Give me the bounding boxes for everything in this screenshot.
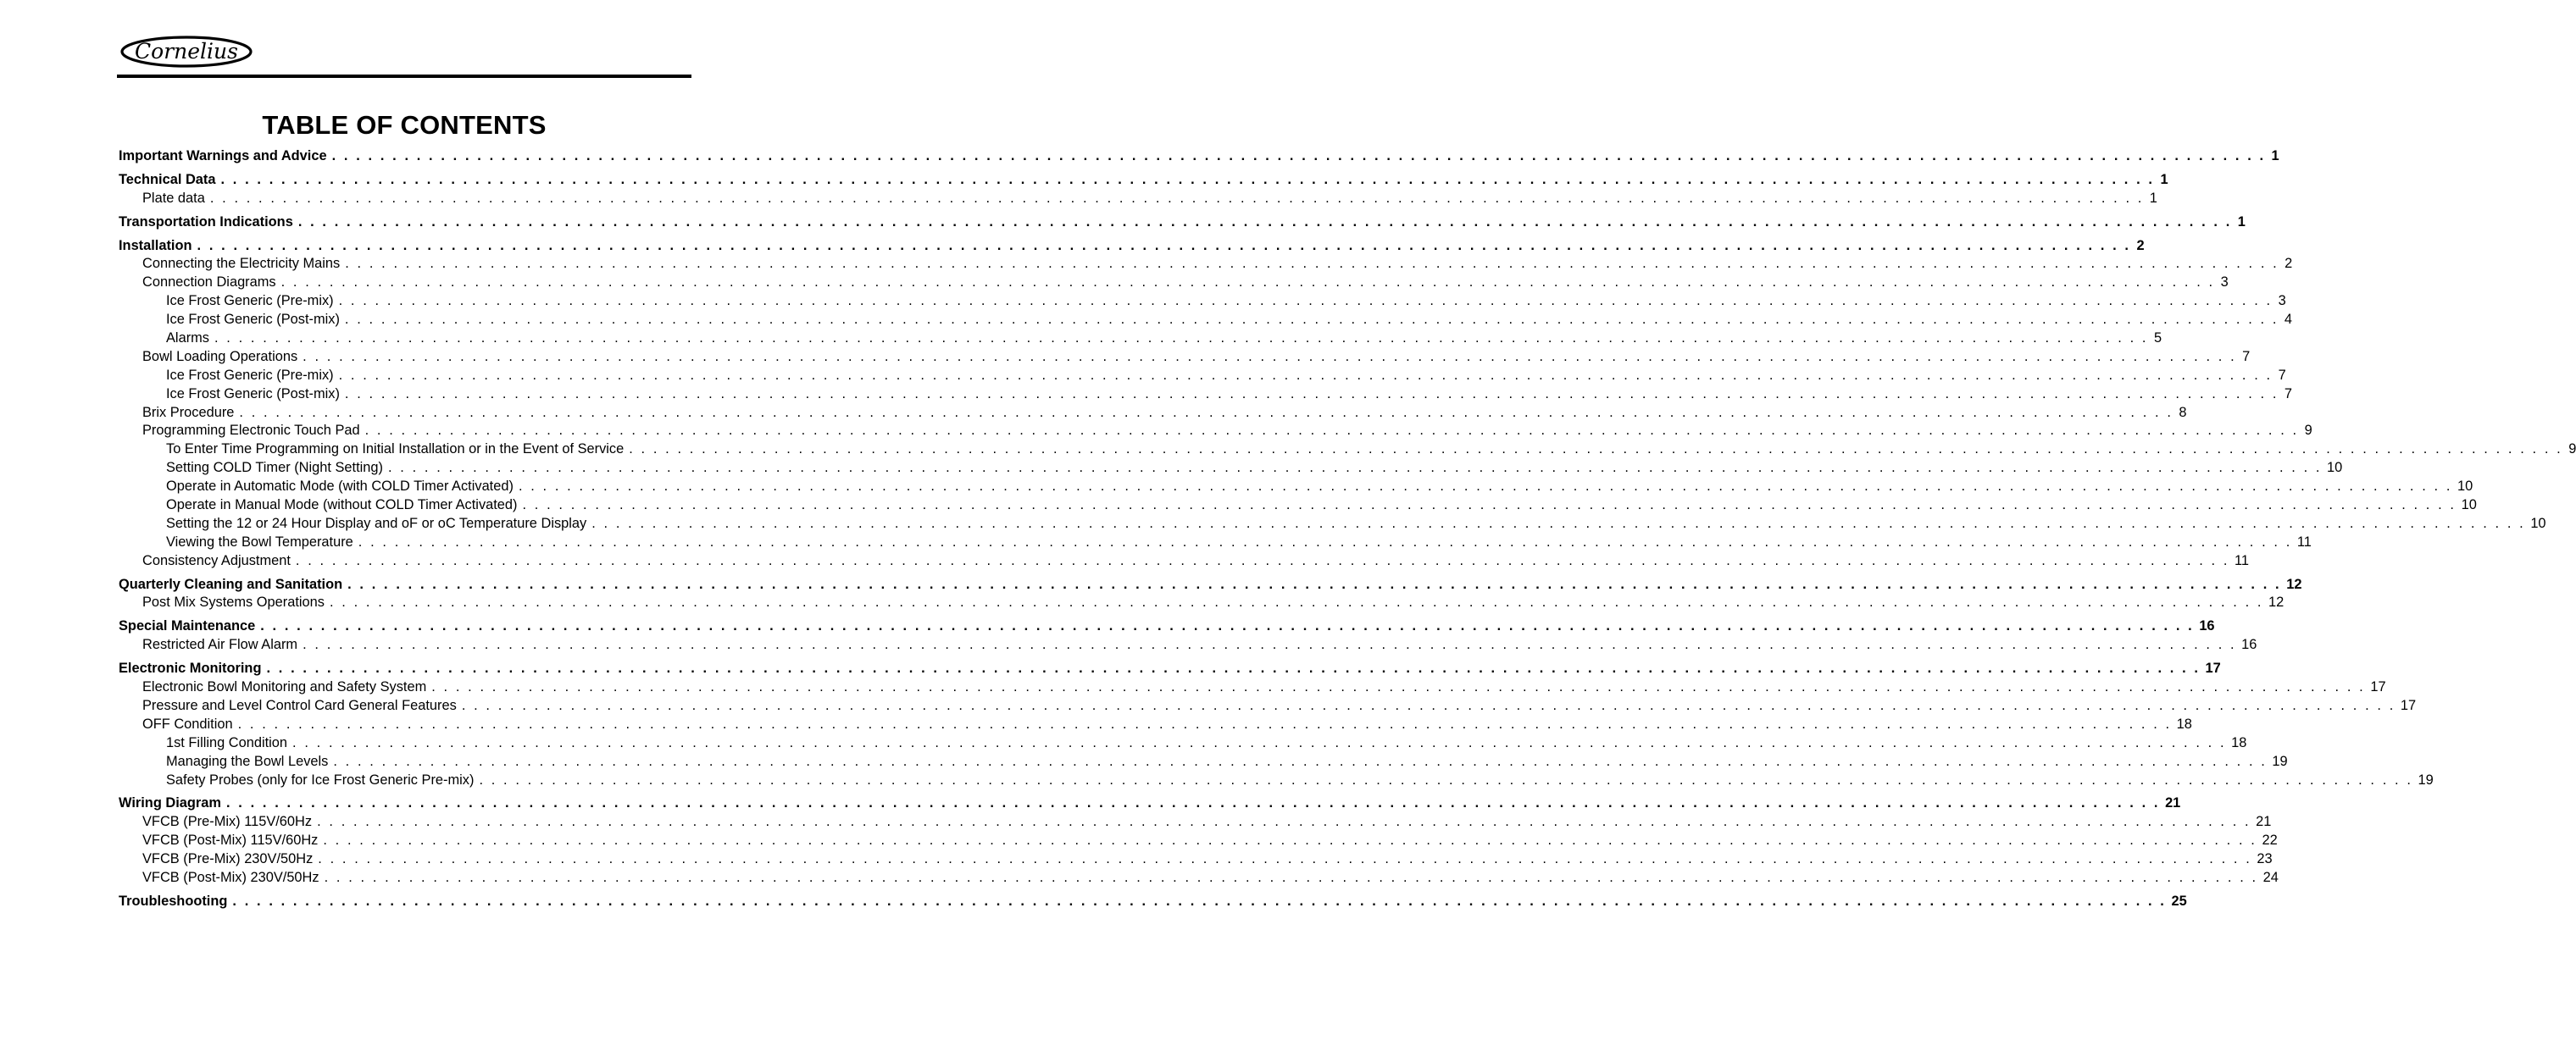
toc-entry-title: Setting the 12 or 24 Hour Display and oF or oC Temperature Display: [166, 515, 587, 531]
toc-entry-title: Special Maintenance: [119, 618, 256, 634]
toc-entry-page: 8: [2179, 404, 2187, 420]
toc-entry-page: 19: [2418, 772, 2434, 788]
toc-entry-title: Safety Probes (only for Ice Frost Generic Pre-mix): [166, 772, 475, 788]
dot-leader: . . . . . . . . . . . . . . . . . . . . . . . . . . . . . . . . . . . . . . . . . . . . . . . . . . . . . . . . . . . . . . . . . . . . . . . . . . . . . . . . . . . . . . . . . . . . . . . . . . . . . . . . . . . . . . . . . . . . . . . . . . . . . . . . . . . . . . . . . . . . . . . . . . . . . . . . . . . . . . . .: [323, 833, 2257, 849]
toc-entry-title: Troubleshooting: [119, 893, 228, 909]
dot-leader: . . . . . . . . . . . . . . . . . . . . . . . . . . . . . . . . . . . . . . . . . . . . . . . . . . . . . . . . . . . . . . . . . . . . . . . . . . . . . . . . . . . . . . . . . . . . . . . . . . . . . . . . . . . . . . . . . . . . . . . . . . . . . . . . . . . . . . . . . . . . . . . . . . . . . . . . . . . . . . . .: [197, 237, 2131, 253]
toc-entry-page: 17: [2370, 679, 2386, 695]
toc-entry[interactable]: [119, 576, 2302, 595]
dot-leader: . . . . . . . . . . . . . . . . . . . . . . . . . . . . . . . . . . . . . . . . . . . . . . . . . . . . . . . . . . . . . . . . . . . . . . . . . . . . . . . . . . . . . . . . . . . . . . . . . . . . . . . . . . . . . . . . . . . . . . . . . . . . . . . . . . . . . . . . . . . . . . . . . . . . . . . . . . . . . . . .: [260, 618, 2195, 634]
toc-entry[interactable]: [119, 292, 2286, 311]
dot-leader: . . . . . . . . . . . . . . . . . . . . . . . . . . . . . . . . . . . . . . . . . . . . . . . . . . . . . . . . . . . . . . . . . . . . . . . . . . . . . . . . . . . . . . . . . . . . . . . . . . . . . . . . . . . . . . . . . . . . . . . . . . . . . . . . . . . . . . . . . . . . . . . . . . . . . . . . . . . . . . . .: [266, 661, 2201, 677]
dot-leader: . . . . . . . . . . . . . . . . . . . . . . . . . . . . . . . . . . . . . . . . . . . . . . . . . . . . . . . . . . . . . . . . . . . . . . . . . . . . . . . . . . . . . . . . . . . . . . . . . . . . . . . . . . . . . . . . . . . . . . . . . . . . . . . . . . . . . . . . . . . . . . . . . . . . . . . . . . . . . . . .: [461, 697, 2396, 713]
toc-entry[interactable]: [119, 534, 2312, 552]
toc-entry-title: Quarterly Cleaning and Sanitation: [119, 576, 343, 592]
toc-entry[interactable]: [119, 794, 2181, 813]
dot-leader: . . . . . . . . . . . . . . . . . . . . . . . . . . . . . . . . . . . . . . . . . . . . . . . . . . . . . . . . . . . . . . . . . . . . . . . . . . . . . . . . . . . . . . . . . . . . . . . . . . . . . . . . . . . . . . . . . . . . . . . . . . . . . . . . . . . . . . . . . . . . . . . . . . . . . . . . . . . . . . . .: [331, 148, 2266, 163]
toc-entry-title: Operate in Automatic Mode (with COLD Timer Activated): [166, 479, 514, 495]
toc-entry-page: 17: [2205, 661, 2221, 677]
toc-entry-title: Connecting the Electricity Mains: [142, 256, 341, 272]
toc-entry-title: VFCB (Post-Mix) 230V/50Hz: [142, 869, 319, 885]
dot-leader: . . . . . . . . . . . . . . . . . . . . . . . . . . . . . . . . . . . . . . . . . . . . . . . . . . . . . . . . . . . . . . . . . . . . . . . . . . . . . . . . . . . . . . . . . . . . . . . . . . . . . . . . . . . . . . . . . . . . . . . . . . . . . . . . . . . . . . . . . . . . . . . . . . . . . . . . . . . . . . . .: [591, 515, 2526, 531]
toc-entry[interactable]: [119, 440, 2576, 459]
toc-entry[interactable]: [119, 404, 2187, 423]
dot-leader: . . . . . . . . . . . . . . . . . . . . . . . . . . . . . . . . . . . . . . . . . . . . . . . . . . . . . . . . . . . . . . . . . . . . . . . . . . . . . . . . . . . . . . . . . . . . . . . . . . . . . . . . . . . . . . . . . . . . . . . . . . . . . . . . . . . . . . . . . . . . . . . . . . . . . . . . . . . . . . . .: [303, 348, 2237, 364]
toc-entry-page: 21: [2256, 814, 2272, 830]
dot-leader: . . . . . . . . . . . . . . . . . . . . . . . . . . . . . . . . . . . . . . . . . . . . . . . . . . . . . . . . . . . . . . . . . . . . . . . . . . . . . . . . . . . . . . . . . . . . . . . . . . . . . . . . . . . . . . . . . . . . . . . . . . . . . . . . . . . . . . . . . . . . . . . . . . . . . . . . . . . . . . . .: [303, 637, 2237, 653]
toc-entry-title: VFCB (Post-Mix) 115V/60Hz: [142, 833, 319, 849]
toc-entry-page: 10: [2457, 479, 2473, 495]
toc-entry-page: 19: [2272, 753, 2288, 769]
toc-entry[interactable]: [119, 893, 2187, 911]
dot-leader: . . . . . . . . . . . . . . . . . . . . . . . . . . . . . . . . . . . . . . . . . . . . . . . . . . . . . . . . . . . . . . . . . . . . . . . . . . . . . . . . . . . . . . . . . . . . . . . . . . . . . . . . . . . . . . . . . . . . . . . . . . . . . . . . . . . . . . . . . . . . . . . . . . . . . . . . . . . . . . . .: [297, 213, 2232, 230]
toc-entry-page: 1: [2271, 148, 2279, 163]
toc-entry-title: Ice Frost Generic (Pre-mix): [166, 293, 334, 309]
toc-entry[interactable]: [119, 678, 2386, 697]
toc-entry[interactable]: [119, 478, 2473, 496]
toc-entry-page: 1: [2149, 190, 2157, 206]
dot-leader: . . . . . . . . . . . . . . . . . . . . . . . . . . . . . . . . . . . . . . . . . . . . . . . . . . . . . . . . . . . . . . . . . . . . . . . . . . . . . . . . . . . . . . . . . . . . . . . . . . . . . . . . . . . . . . . . . . . . . . . . . . . . . . . . . . . . . . . . . . . . . . . . . . . . . . . . . . . . . . . .: [347, 576, 2282, 592]
toc-entry-page: 7: [2284, 385, 2292, 401]
toc-entry-title: Consistency Adjustment: [142, 552, 291, 568]
dot-leader: . . . . . . . . . . . . . . . . . . . . . . . . . . . . . . . . . . . . . . . . . . . . . . . . . . . . . . . . . . . . . . . . . . . . . . . . . . . . . . . . . . . . . . . . . . . . . . . . . . . . . . . . . . . . . . . . . . . . . . . . . . . . . . . . . . . . . . . . . . . . . . . . . . . . . . . . . . . . . . . .: [629, 441, 2563, 457]
toc-entry-title: Post Mix Systems Operations: [142, 595, 325, 611]
toc-entry-page: 16: [2199, 618, 2215, 634]
toc-entry[interactable]: [119, 311, 2292, 329]
toc-entry-page: 12: [2268, 595, 2285, 611]
dot-leader: . . . . . . . . . . . . . . . . . . . . . . . . . . . . . . . . . . . . . . . . . . . . . . . . . . . . . . . . . . . . . . . . . . . . . . . . . . . . . . . . . . . . . . . . . . . . . . . . . . . . . . . . . . . . . . . . . . . . . . . . . . . . . . . . . . . . . . . . . . . . . . . . . . . . . . . . . . . . . . . .: [225, 795, 2161, 811]
dot-leader: . . . . . . . . . . . . . . . . . . . . . . . . . . . . . . . . . . . . . . . . . . . . . . . . . . . . . . . . . . . . . . . . . . . . . . . . . . . . . . . . . . . . . . . . . . . . . . . . . . . . . . . . . . . . . . . . . . . . . . . . . . . . . . . . . . . . . . . . . . . . . . . . . . . . . . . . . . . . . . . .: [317, 814, 2251, 830]
toc-entry-title: VFCB (Pre-Mix) 230V/50Hz: [142, 851, 314, 867]
dot-leader: . . . . . . . . . . . . . . . . . . . . . . . . . . . . . . . . . . . . . . . . . . . . . . . . . . . . . . . . . . . . . . . . . . . . . . . . . . . . . . . . . . . . . . . . . . . . . . . . . . . . . . . . . . . . . . . . . . . . . . . . . . . . . . . . . . . . . . . . . . . . . . . . . . . . . . . . . . . . . . . .: [214, 330, 2149, 346]
toc-entry-title: Ice Frost Generic (Post-mix): [166, 312, 340, 328]
toc-entry-page: 10: [2327, 460, 2343, 476]
toc-entry-page: 17: [2400, 697, 2417, 713]
toc-entry-page: 10: [2461, 497, 2477, 513]
page-title: TABLE OF CONTENTS: [262, 110, 547, 140]
toc-entry-page: 5: [2153, 330, 2162, 346]
toc-entry-title: Transportation Indications: [119, 213, 293, 230]
dot-leader: . . . . . . . . . . . . . . . . . . . . . . . . . . . . . . . . . . . . . . . . . . . . . . . . . . . . . . . . . . . . . . . . . . . . . . . . . . . . . . . . . . . . . . . . . . . . . . . . . . . . . . . . . . . . . . . . . . . . . . . . . . . . . . . . . . . . . . . . . . . . . . . . . . . . . . . . . . . . . . . .: [209, 190, 2144, 206]
toc-entry-title: OFF Condition: [142, 716, 233, 732]
toc-entry[interactable]: [119, 385, 2292, 404]
toc-entry-title: Ice Frost Generic (Pre-mix): [166, 367, 334, 383]
toc-entry[interactable]: [119, 459, 2343, 478]
toc-entry-page: 9: [2304, 423, 2312, 439]
toc-entry-title: Important Warnings and Advice: [119, 148, 327, 163]
dot-leader: . . . . . . . . . . . . . . . . . . . . . . . . . . . . . . . . . . . . . . . . . . . . . . . . . . . . . . . . . . . . . . . . . . . . . . . . . . . . . . . . . . . . . . . . . . . . . . . . . . . . . . . . . . . . . . . . . . . . . . . . . . . . . . . . . . . . . . . . . . . . . . . . . . . . . . . . . . . . . . . .: [387, 460, 2323, 476]
toc-entry-title: Setting COLD Timer (Night Setting): [166, 460, 383, 476]
toc-entry[interactable]: [119, 753, 2288, 772]
toc-entry-page: 2: [2285, 256, 2293, 272]
dot-leader: . . . . . . . . . . . . . . . . . . . . . . . . . . . . . . . . . . . . . . . . . . . . . . . . . . . . . . . . . . . . . . . . . . . . . . . . . . . . . . . . . . . . . . . . . . . . . . . . . . . . . . . . . . . . . . . . . . . . . . . . . . . . . . . . . . . . . . . . . . . . . . . . . . . . . . . . . . . . . . . .: [518, 479, 2453, 495]
toc-entry[interactable]: [119, 832, 2278, 850]
dot-leader: . . . . . . . . . . . . . . . . . . . . . . . . . . . . . . . . . . . . . . . . . . . . . . . . . . . . . . . . . . . . . . . . . . . . . . . . . . . . . . . . . . . . . . . . . . . . . . . . . . . . . . . . . . . . . . . . . . . . . . . . . . . . . . . . . . . . . . . . . . . . . . . . . . . . . . . . . . . . . . . .: [324, 869, 2258, 885]
toc-entry[interactable]: [119, 348, 2251, 367]
dot-leader: . . . . . . . . . . . . . . . . . . . . . . . . . . . . . . . . . . . . . . . . . . . . . . . . . . . . . . . . . . . . . . . . . . . . . . . . . . . . . . . . . . . . . . . . . . . . . . . . . . . . . . . . . . . . . . . . . . . . . . . . . . . . . . . . . . . . . . . . . . . . . . . . . . . . . . . . . . . . . . . .: [329, 595, 2264, 611]
toc-entry[interactable]: [119, 147, 2279, 166]
dot-leader: . . . . . . . . . . . . . . . . . . . . . . . . . . . . . . . . . . . . . . . . . . . . . . . . . . . . . . . . . . . . . . . . . . . . . . . . . . . . . . . . . . . . . . . . . . . . . . . . . . . . . . . . . . . . . . . . . . . . . . . . . . . . . . . . . . . . . . . . . . . . . . . . . . . . . . . . . . . . . . . .: [338, 367, 2273, 383]
toc-entry-page: 24: [2262, 869, 2279, 885]
dot-leader: . . . . . . . . . . . . . . . . . . . . . . . . . . . . . . . . . . . . . . . . . . . . . . . . . . . . . . . . . . . . . . . . . . . . . . . . . . . . . . . . . . . . . . . . . . . . . . . . . . . . . . . . . . . . . . . . . . . . . . . . . . . . . . . . . . . . . . . . . . . . . . . . . . . . . . . . . . . . . . . .: [220, 171, 2155, 187]
toc-entry[interactable]: [119, 716, 2192, 734]
toc-entry[interactable]: [119, 594, 2285, 612]
toc-entry-page: 1: [2160, 171, 2168, 187]
toc-entry[interactable]: [119, 772, 2434, 790]
toc-entry[interactable]: [119, 329, 2162, 348]
dot-leader: . . . . . . . . . . . . . . . . . . . . . . . . . . . . . . . . . . . . . . . . . . . . . . . . . . . . . . . . . . . . . . . . . . . . . . . . . . . . . . . . . . . . . . . . . . . . . . . . . . . . . . . . . . . . . . . . . . . . . . . . . . . . . . . . . . . . . . . . . . . . . . . . . . . . . . . . . . . . . . . .: [479, 772, 2413, 788]
toc-entry-title: Technical Data: [119, 171, 216, 187]
toc-entry-title: Programming Electronic Touch Pad: [142, 423, 360, 439]
toc-entry-title: 1st Filling Condition: [166, 734, 288, 750]
toc-entry-title: Pressure and Level Control Card General Features: [142, 697, 457, 713]
toc-entry[interactable]: [119, 237, 2145, 256]
dot-leader: . . . . . . . . . . . . . . . . . . . . . . . . . . . . . . . . . . . . . . . . . . . . . . . . . . . . . . . . . . . . . . . . . . . . . . . . . . . . . . . . . . . . . . . . . . . . . . . . . . . . . . . . . . . . . . . . . . . . . . . . . . . . . . . . . . . . . . . . . . . . . . . . . . . . . . . . . . . . . . . .: [295, 552, 2229, 568]
toc-entry[interactable]: [119, 660, 2221, 678]
toc-entry-page: 11: [2235, 552, 2250, 568]
toc-entry[interactable]: [119, 850, 2273, 869]
toc-entry-title: VFCB (Pre-Mix) 115V/60Hz: [142, 814, 313, 830]
dot-leader: . . . . . . . . . . . . . . . . . . . . . . . . . . . . . . . . . . . . . . . . . . . . . . . . . . . . . . . . . . . . . . . . . . . . . . . . . . . . . . . . . . . . . . . . . . . . . . . . . . . . . . . . . . . . . . . . . . . . . . . . . . . . . . . . . . . . . . . . . . . . . . . . . . . . . . . . . . . . . . . .: [358, 534, 2292, 550]
toc-entry-page: 7: [2278, 367, 2286, 383]
toc-entry[interactable]: [119, 617, 2215, 636]
toc-entry-title: To Enter Time Programming on Initial Installation or in the Event of Service: [166, 441, 625, 457]
toc-entry[interactable]: [119, 734, 2247, 753]
toc-entry-page: 1: [2237, 213, 2246, 230]
toc-entry-title: Ice Frost Generic (Post-mix): [166, 385, 340, 401]
toc-entry[interactable]: [119, 515, 2546, 534]
toc-entry-page: 11: [2296, 534, 2312, 550]
toc-entry-page: 18: [2231, 734, 2247, 750]
toc-entry-page: 25: [2171, 893, 2187, 909]
dot-leader: . . . . . . . . . . . . . . . . . . . . . . . . . . . . . . . . . . . . . . . . . . . . . . . . . . . . . . . . . . . . . . . . . . . . . . . . . . . . . . . . . . . . . . . . . . . . . . . . . . . . . . . . . . . . . . . . . . . . . . . . . . . . . . . . . . . . . . . . . . . . . . . . . . . . . . . . . . . . . . . .: [292, 734, 2227, 750]
logo-text: Cornelius: [135, 39, 238, 64]
toc-entry[interactable]: [119, 422, 2312, 440]
toc-entry[interactable]: [119, 367, 2286, 385]
header-rule: [117, 75, 691, 78]
toc-entry-title: Electronic Monitoring: [119, 661, 262, 677]
toc-entry[interactable]: [119, 190, 2157, 208]
toc-entry-title: Alarms: [166, 330, 209, 346]
toc-entry[interactable]: [119, 213, 2246, 232]
toc-entry-page: 3: [2278, 293, 2286, 309]
toc-entry[interactable]: [119, 496, 2477, 515]
toc-entry[interactable]: [119, 274, 2229, 292]
toc-entry-title: Bowl Loading Operations: [142, 348, 298, 364]
toc-entry-title: Installation: [119, 237, 192, 253]
toc-entry-page: 3: [2220, 274, 2229, 291]
dot-leader: . . . . . . . . . . . . . . . . . . . . . . . . . . . . . . . . . . . . . . . . . . . . . . . . . . . . . . . . . . . . . . . . . . . . . . . . . . . . . . . . . . . . . . . . . . . . . . . . . . . . . . . . . . . . . . . . . . . . . . . . . . . . . . . . . . . . . . . . . . . . . . . . . . . . . . . . . . . . . . . .: [345, 256, 2279, 272]
toc-entry-title: Managing the Bowl Levels: [166, 753, 329, 769]
toc-entry-page: 21: [2165, 795, 2181, 811]
toc-entry-title: Electronic Bowl Monitoring and Safety System: [142, 679, 427, 695]
toc-entry-title: Operate in Manual Mode (without COLD Timer Activated): [166, 497, 518, 513]
table-of-contents: [119, 147, 2576, 911]
toc-entry-page: 9: [2568, 441, 2576, 457]
toc-entry[interactable]: [119, 697, 2417, 716]
toc-entry[interactable]: [119, 813, 2272, 832]
toc-entry-title: Plate data: [142, 190, 205, 206]
toc-entry-page: 7: [2242, 348, 2251, 364]
toc-entry[interactable]: [119, 255, 2293, 274]
dot-leader: . . . . . . . . . . . . . . . . . . . . . . . . . . . . . . . . . . . . . . . . . . . . . . . . . . . . . . . . . . . . . . . . . . . . . . . . . . . . . . . . . . . . . . . . . . . . . . . . . . . . . . . . . . . . . . . . . . . . . . . . . . . . . . . . . . . . . . . . . . . . . . . . . . . . . . . . . . . . . . . .: [232, 893, 2167, 909]
dot-leader: . . . . . . . . . . . . . . . . . . . . . . . . . . . . . . . . . . . . . . . . . . . . . . . . . . . . . . . . . . . . . . . . . . . . . . . . . . . . . . . . . . . . . . . . . . . . . . . . . . . . . . . . . . . . . . . . . . . . . . . . . . . . . . . . . . . . . . . . . . . . . . . . . . . . . . . . . . . . . . . .: [237, 716, 2172, 732]
toc-entry-page: 4: [2284, 312, 2292, 328]
toc-entry-title: Wiring Diagram: [119, 795, 221, 811]
dot-leader: . . . . . . . . . . . . . . . . . . . . . . . . . . . . . . . . . . . . . . . . . . . . . . . . . . . . . . . . . . . . . . . . . . . . . . . . . . . . . . . . . . . . . . . . . . . . . . . . . . . . . . . . . . . . . . . . . . . . . . . . . . . . . . . . . . . . . . . . . . . . . . . . . . . . . . . . . . . . . . . .: [364, 423, 2299, 439]
toc-entry-page: 2: [2136, 237, 2145, 253]
toc-entry-page: 16: [2241, 637, 2257, 653]
toc-entry-page: 12: [2286, 576, 2302, 592]
toc-entry[interactable]: [119, 552, 2250, 571]
toc-entry-title: Restricted Air Flow Alarm: [142, 637, 298, 653]
dot-leader: . . . . . . . . . . . . . . . . . . . . . . . . . . . . . . . . . . . . . . . . . . . . . . . . . . . . . . . . . . . . . . . . . . . . . . . . . . . . . . . . . . . . . . . . . . . . . . . . . . . . . . . . . . . . . . . . . . . . . . . . . . . . . . . . . . . . . . . . . . . . . . . . . . . . . . . . . . . . . . . .: [239, 404, 2174, 420]
toc-entry[interactable]: [119, 636, 2257, 655]
toc-entry-page: 18: [2176, 716, 2192, 732]
toc-entry-title: Viewing the Bowl Temperature: [166, 534, 353, 550]
dot-leader: . . . . . . . . . . . . . . . . . . . . . . . . . . . . . . . . . . . . . . . . . . . . . . . . . . . . . . . . . . . . . . . . . . . . . . . . . . . . . . . . . . . . . . . . . . . . . . . . . . . . . . . . . . . . . . . . . . . . . . . . . . . . . . . . . . . . . . . . . . . . . . . . . . . . . . . . . . . . . . . .: [318, 851, 2252, 867]
dot-leader: . . . . . . . . . . . . . . . . . . . . . . . . . . . . . . . . . . . . . . . . . . . . . . . . . . . . . . . . . . . . . . . . . . . . . . . . . . . . . . . . . . . . . . . . . . . . . . . . . . . . . . . . . . . . . . . . . . . . . . . . . . . . . . . . . . . . . . . . . . . . . . . . . . . . . . . . . . . . . . . .: [344, 312, 2279, 328]
dot-leader: . . . . . . . . . . . . . . . . . . . . . . . . . . . . . . . . . . . . . . . . . . . . . . . . . . . . . . . . . . . . . . . . . . . . . . . . . . . . . . . . . . . . . . . . . . . . . . . . . . . . . . . . . . . . . . . . . . . . . . . . . . . . . . . . . . . . . . . . . . . . . . . . . . . . . . . . . . . . . . . .: [338, 293, 2273, 309]
dot-leader: . . . . . . . . . . . . . . . . . . . . . . . . . . . . . . . . . . . . . . . . . . . . . . . . . . . . . . . . . . . . . . . . . . . . . . . . . . . . . . . . . . . . . . . . . . . . . . . . . . . . . . . . . . . . . . . . . . . . . . . . . . . . . . . . . . . . . . . . . . . . . . . . . . . . . . . . . . . . . . . .: [431, 679, 2366, 695]
toc-entry-page: 10: [2530, 515, 2546, 531]
toc-entry-title: Brix Procedure: [142, 404, 235, 420]
toc-entry-page: 23: [2257, 851, 2273, 867]
toc-entry-title: Connection Diagrams: [142, 274, 276, 291]
dot-leader: . . . . . . . . . . . . . . . . . . . . . . . . . . . . . . . . . . . . . . . . . . . . . . . . . . . . . . . . . . . . . . . . . . . . . . . . . . . . . . . . . . . . . . . . . . . . . . . . . . . . . . . . . . . . . . . . . . . . . . . . . . . . . . . . . . . . . . . . . . . . . . . . . . . . . . . . . . . . . . . .: [280, 274, 2215, 291]
cornelius-logo: [119, 32, 254, 71]
dot-leader: . . . . . . . . . . . . . . . . . . . . . . . . . . . . . . . . . . . . . . . . . . . . . . . . . . . . . . . . . . . . . . . . . . . . . . . . . . . . . . . . . . . . . . . . . . . . . . . . . . . . . . . . . . . . . . . . . . . . . . . . . . . . . . . . . . . . . . . . . . . . . . . . . . . . . . . . . . . . . . . .: [344, 385, 2279, 401]
toc-entry-page: 22: [2262, 833, 2278, 849]
toc-entry[interactable]: [119, 869, 2279, 888]
dot-leader: . . . . . . . . . . . . . . . . . . . . . . . . . . . . . . . . . . . . . . . . . . . . . . . . . . . . . . . . . . . . . . . . . . . . . . . . . . . . . . . . . . . . . . . . . . . . . . . . . . . . . . . . . . . . . . . . . . . . . . . . . . . . . . . . . . . . . . . . . . . . . . . . . . . . . . . . . . . . . . . .: [333, 753, 2268, 769]
dot-leader: . . . . . . . . . . . . . . . . . . . . . . . . . . . . . . . . . . . . . . . . . . . . . . . . . . . . . . . . . . . . . . . . . . . . . . . . . . . . . . . . . . . . . . . . . . . . . . . . . . . . . . . . . . . . . . . . . . . . . . . . . . . . . . . . . . . . . . . . . . . . . . . . . . . . . . . . . . . . . . . .: [522, 497, 2457, 513]
toc-entry[interactable]: [119, 171, 2168, 190]
